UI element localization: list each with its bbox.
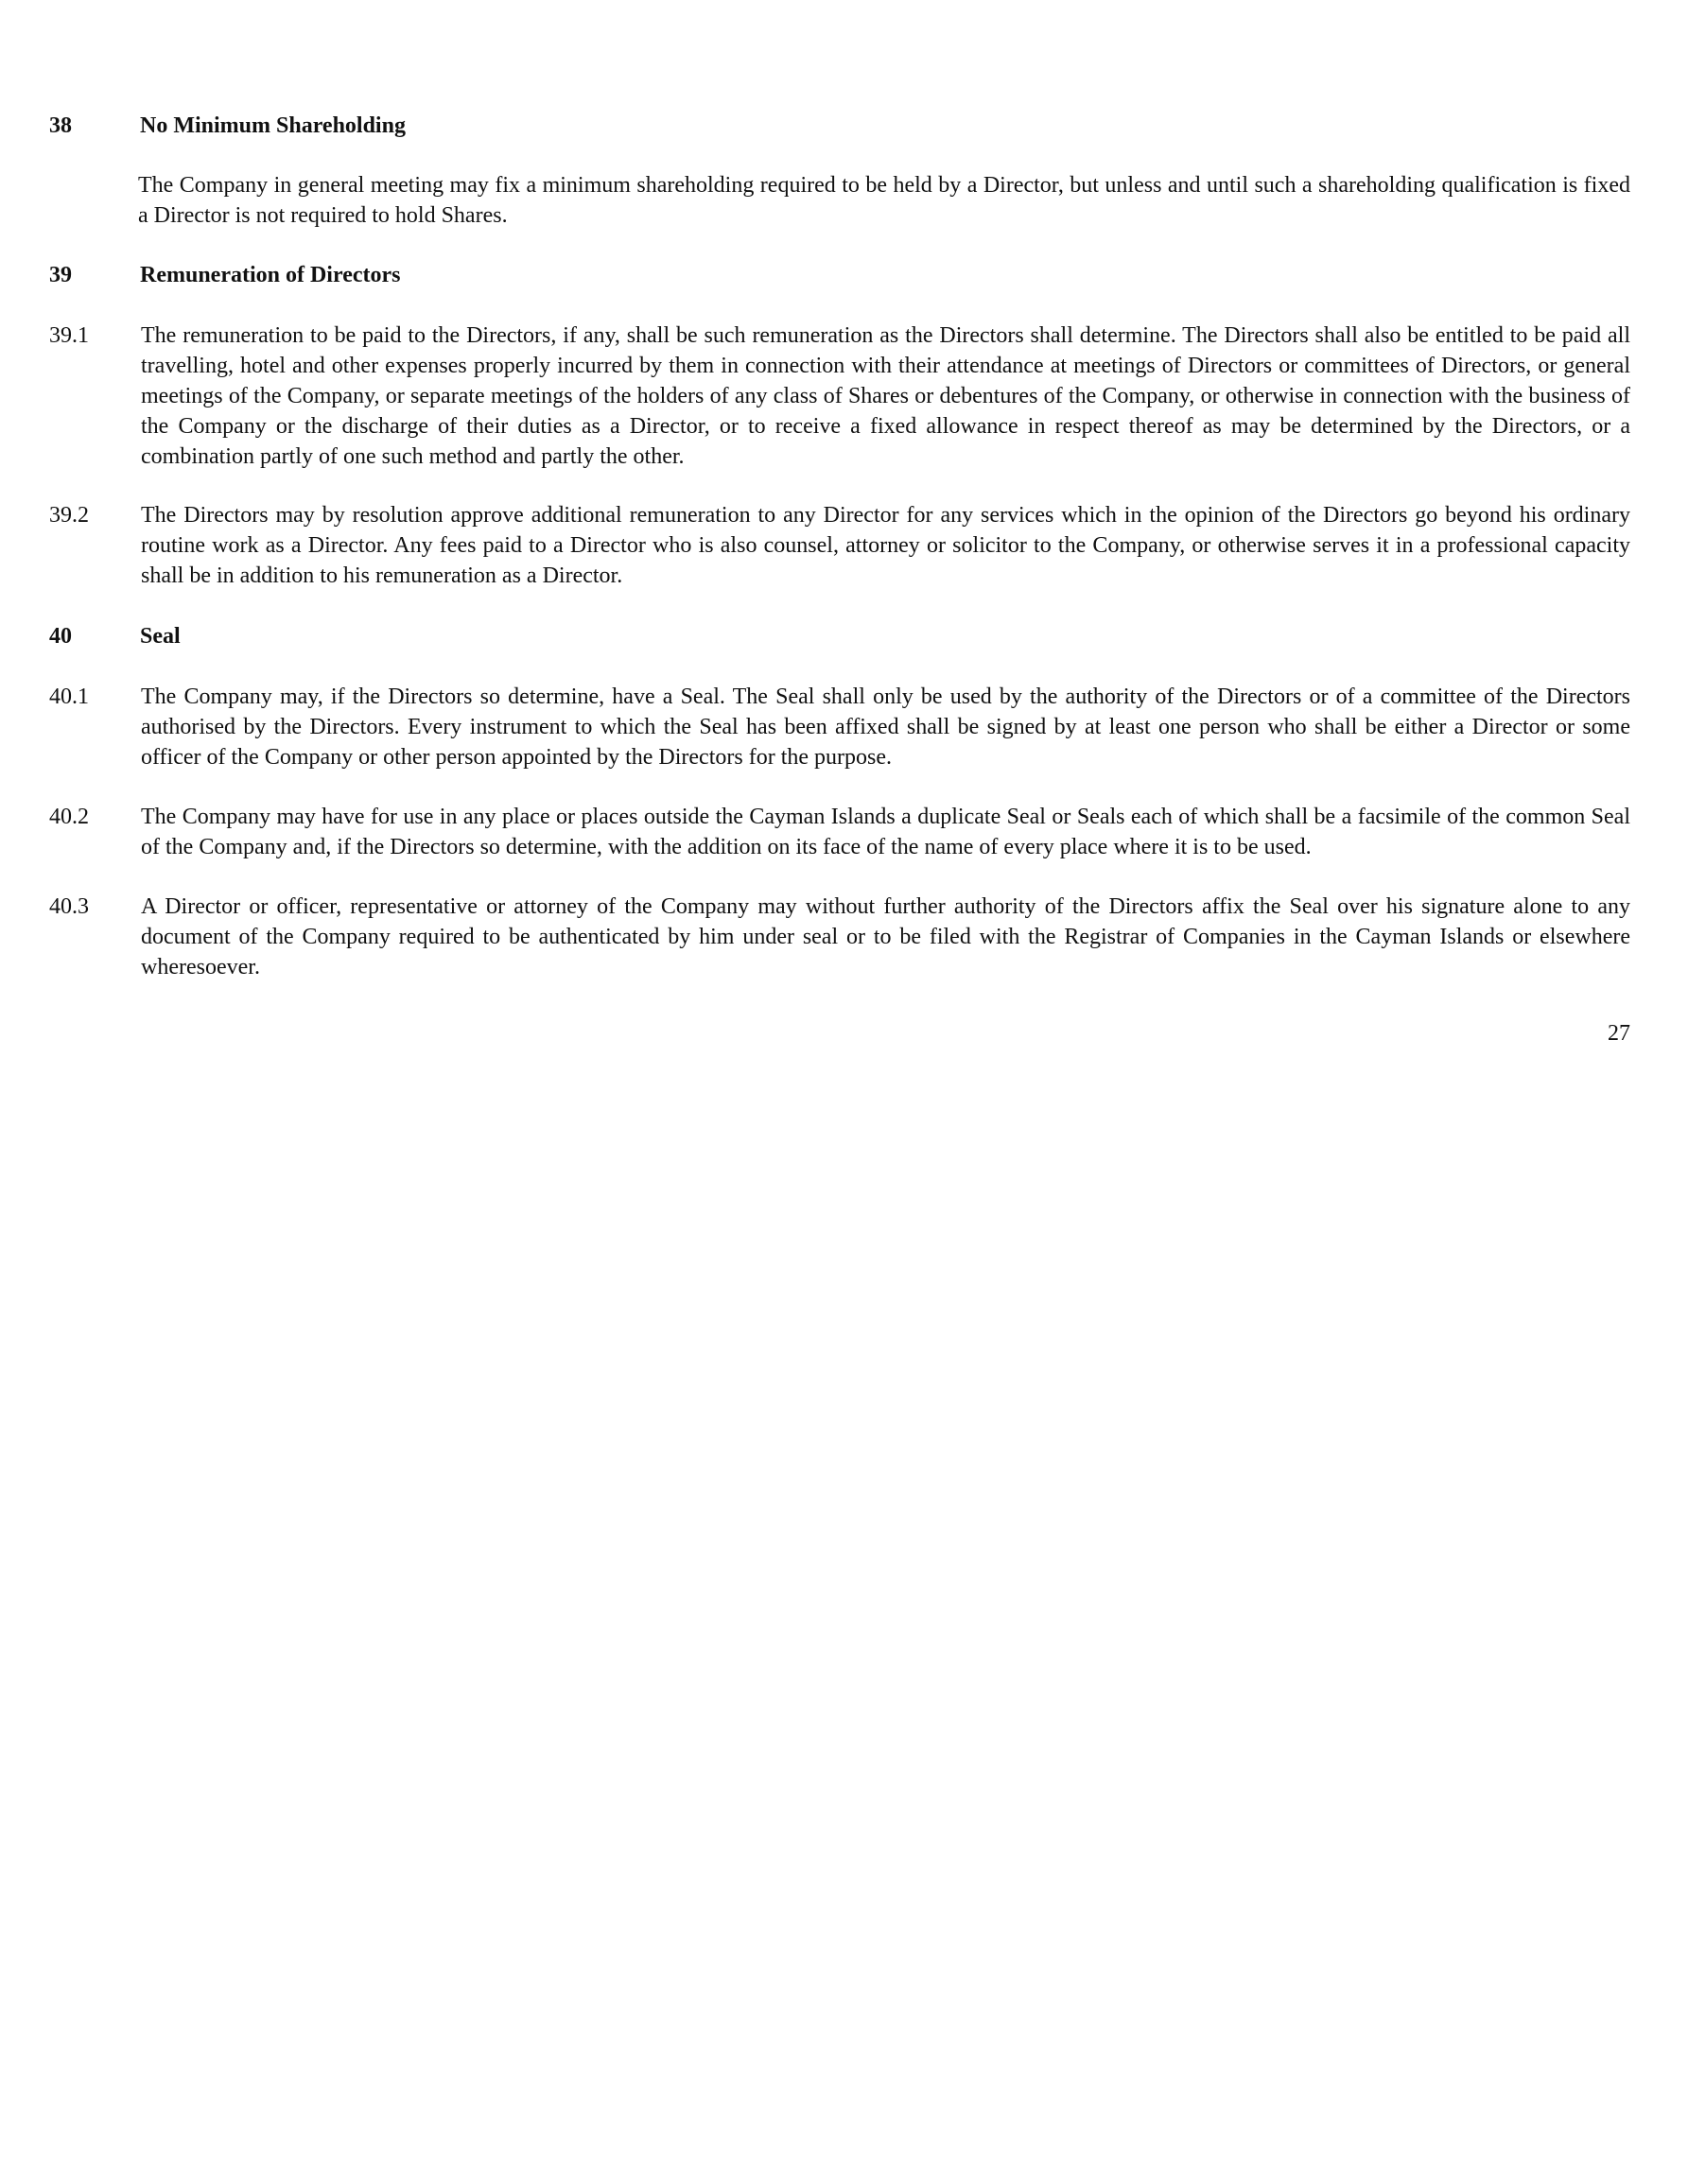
clause-number: 39.2	[49, 503, 89, 528]
section-heading-39	[49, 260, 1630, 290]
clause-number: 40.2	[49, 805, 89, 829]
clause-number: 40.3	[49, 894, 89, 919]
clause-number: 39.1	[49, 323, 89, 348]
section-title: Remuneration of Directors	[140, 263, 401, 287]
clause-number: 40.1	[49, 685, 89, 709]
section-number: 38	[49, 113, 72, 138]
clause-40-3	[49, 892, 1630, 982]
clause-39-2	[49, 500, 1630, 591]
section-number: 39	[49, 263, 72, 287]
section-heading-40	[49, 621, 1630, 651]
clause-text: The remuneration to be paid to the Directors, if any, shall be such remuneration as the Directors shall determine. The Directors shall also be entitled to be paid all travelling, hotel and other expenses properly incurred by them in connection with their attendance at meetings of Directors or committees of Directors, or general meetings of the Company, or separate meetings of the holders of any class of Shares or debentures of the Company, or otherwise in connection with the business of the Company or the discharge of their duties as a Director, or to receive a fixed allowance in respect thereof as may be determined by the Directors, or a combination partly of one such method and partly the other.	[141, 323, 1630, 469]
clause-text: A Director or officer, representative or attorney of the Company may without further authority of the Directors affix the Seal over his signature alone to any document of the Company required to be authenticated by him under seal or to be filed with the Registrar of Companies in the Cayman Islands or elsewhere wheresoever.	[141, 894, 1630, 979]
page-number: 27	[1608, 1021, 1630, 1046]
clause-40-1	[49, 682, 1630, 772]
section-title: Seal	[140, 624, 181, 649]
clause-text: The Directors may by resolution approve additional remuneration to any Director for any services which in the opinion of the Directors go beyond his ordinary routine work as a Director. Any fees paid to a Director who is also counsel, attorney or solicitor to the Company, or otherwise serves it in a professional capacity shall be in addition to his remuneration as a Director.	[141, 503, 1630, 588]
section-heading-38	[49, 111, 1630, 141]
section-body-38: The Company in general meeting may fix a minimum shareholding required to be held by a Director, but unless and until such a shareholding qualification is fixed a Director is not required to hold Shares.	[138, 173, 1630, 228]
clause-text: The Company may have for use in any place or places outside the Cayman Islands a duplicate Seal or Seals each of which shall be a facsimile of the common Seal of the Company and, if the Directors so determine, with the addition on its face of the name of every place where it is to be used.	[141, 805, 1630, 859]
section-number: 40	[49, 624, 72, 649]
clause-text: The Company may, if the Directors so determine, have a Seal. The Seal shall only be used by the authority of the Directors or of a committee of the Directors authorised by the Directors. Every instrument to which the Seal has been affixed shall be signed by at least one person who shall be either a Director or some officer of the Company or other person appointed by the Directors for the purpose.	[141, 685, 1630, 770]
clause-39-1	[49, 321, 1630, 472]
clause-40-2	[49, 802, 1630, 862]
section-title: No Minimum Shareholding	[140, 113, 406, 138]
